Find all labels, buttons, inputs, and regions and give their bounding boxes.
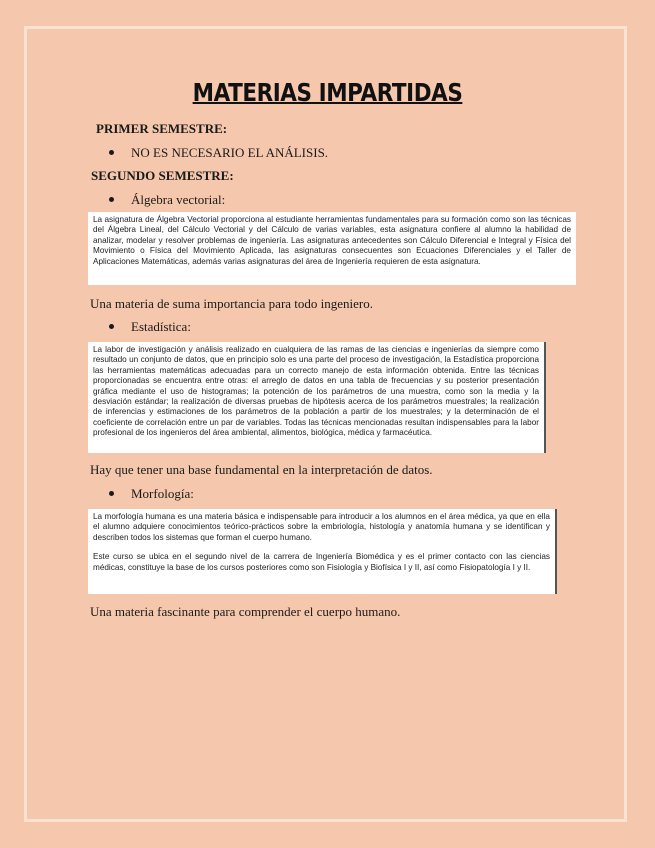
bullet-dot (109, 491, 114, 496)
excerpt-paragraph: Este curso se ubica en el segundo nivel de la carrera de Ingeniería Biomédica y es el primer contacto con las ciencias médicas, constituye la base de los cursos posteriores como son Fisiología y Biofísica I y II, así como Fisiopatología I y II. (93, 552, 550, 572)
first-semester-heading: PRIMER SEMESTRE: (96, 121, 228, 136)
subject-morphology-comment: Una materia fascinante para comprender el cuerpo humano. (90, 604, 401, 619)
subject-algebra-comment: Una materia de suma importancia para todo ingeniero. (90, 296, 374, 311)
excerpt-paragraph: La morfología humana es una materia básica e indispensable para introducir a los alumnos en el área médica, ya que en ella el alumno adquiere conocimientos teórico-prácticos sobre la embriología, histología y anatomía humana y se identifican y describen todos los sistemas que forman el cuerpo humano. (93, 512, 550, 542)
subject-algebra-name: Álgebra vectorial: (131, 192, 226, 207)
subject-morphology-excerpt (88, 509, 557, 594)
first-semester-bullet-text: NO ES NECESARIO EL ANÁLISIS. (131, 145, 329, 160)
subject-statistics-excerpt (88, 342, 546, 453)
excerpt-paragraph: La asignatura de Álgebra Vectorial proporciona al estudiante herramientas fundamentales para su formación como son las técnicas del Álgebra Lineal, del Cálculo Vectorial y del Cálculo de varias variables, esta asignatura confiere al alumno la habilidad de analizar, modelar y resolver problemas de ingeniería. Las asignaturas antecedentes son Cálculo Diferencial e Integral y Física del Movimiento o Física del Movimiento Aplicada, las asignaturas consecuentes son Ecuaciones Diferenciales y el Taller de Aplicaciones Matemáticas, además varias asignaturas del área de Ingeniería requieren de esta asignatura. (93, 215, 571, 266)
second-semester-heading: SEGUNDO SEMESTRE: (91, 168, 234, 183)
subject-morphology-name: Morfología: (131, 486, 194, 501)
page-title: MATERIAS IMPARTIDAS (192, 78, 463, 107)
bullet-dot (109, 150, 114, 155)
bullet-dot (109, 324, 114, 329)
bullet-dot (109, 197, 114, 202)
excerpt-paragraph: La labor de investigación y análisis realizado en cualquiera de las ramas de las ciencias e ingenierías da siempre como resultado un conjunto de datos, que en principio solo es una parte del proceso de investigación, la Estadística proporciona las herramientas matemáticas adecuadas para un correcto manejo de esta información obtenida. Entre las técnicas proporcionadas se encuentra entre otras: el arreglo de datos en una tabla de frecuencias y su posterior presentación gráfica mediante el uso de histogramas; la potención de los parámetros de una muestra, como son la media y la desviación estándar; la realización de diversas pruebas de hipótesis acerca de los parámetros muestrales; la realización de inferencias y estimaciones de los parámetros de la población a partir de los muestrales; y la determinación de el coeficiente de correlación entre un par de variables. Todas las técnicas mencionadas resultan indispensables para la labor profesional de los ingenieros del área ambiental, alimentos, biológica, médica y farmacéutica. (93, 345, 539, 438)
subject-statistics-comment: Hay que tener una base fundamental en la interpretación de datos. (90, 462, 433, 477)
subject-algebra-excerpt (88, 212, 576, 285)
subject-statistics-name: Estadística: (131, 319, 191, 334)
